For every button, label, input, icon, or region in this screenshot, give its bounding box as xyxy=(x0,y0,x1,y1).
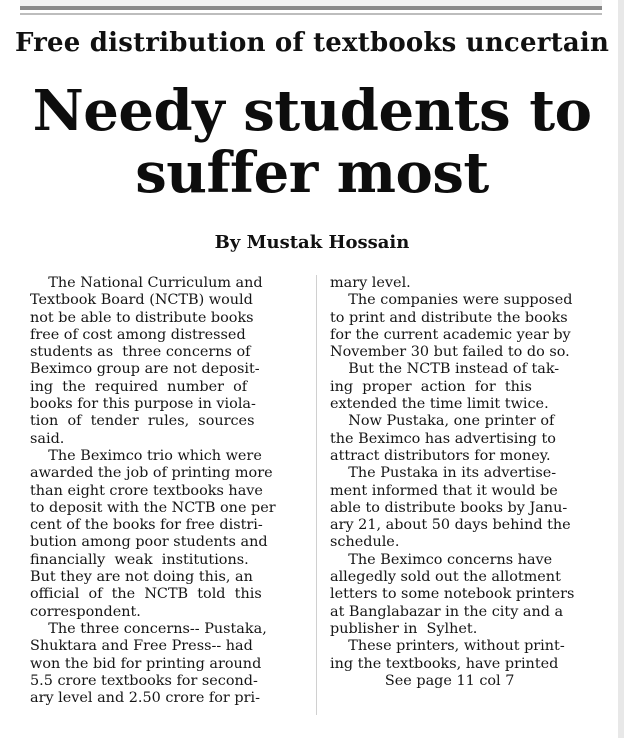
text-line: Now Pustaka, one printer of xyxy=(330,413,555,430)
article-column-left xyxy=(30,275,298,707)
text-line: The companies were supposed xyxy=(330,292,573,309)
text-line: publisher in Sylhet. xyxy=(330,620,478,637)
text-line: to deposit with the NCTB one per xyxy=(30,499,276,516)
text-line: But they are not doing this, an xyxy=(30,569,253,586)
text-line: awarded the job of printing more xyxy=(30,465,273,482)
text-line: books for this purpose in viola- xyxy=(30,396,256,413)
text-line: financially weak institutions. xyxy=(30,551,249,568)
text-line: ing the textbooks, have printed xyxy=(330,655,559,672)
text-line: The Beximco concerns have xyxy=(330,551,553,568)
text-line: extended the time limit twice. xyxy=(330,396,549,413)
text-line: The Beximco trio which were xyxy=(30,447,262,464)
headline-line-2: suffer most xyxy=(135,140,489,206)
text-line: able to distribute books by Janu- xyxy=(330,499,568,516)
text-line: But the NCTB instead of tak- xyxy=(330,361,560,378)
text-line: bution among poor students and xyxy=(30,534,268,551)
text-line: Shuktara and Free Press-- had xyxy=(30,638,253,655)
top-rule-thin xyxy=(20,13,602,15)
text-line: said. xyxy=(30,430,65,447)
text-line: mary level. xyxy=(330,275,411,291)
text-line: attract distributors for money. xyxy=(330,447,551,464)
text-line: schedule. xyxy=(330,534,400,551)
text-line: for the current academic year by xyxy=(330,326,571,343)
text-line: November 30 but failed to do so. xyxy=(330,344,570,361)
text-line: The three concerns-- Pustaka, xyxy=(30,620,267,637)
text-line: ing the required number of xyxy=(30,378,248,395)
text-line: official of the NCTB told this xyxy=(30,586,262,603)
text-line: ment informed that it would be xyxy=(330,482,558,499)
text-line: See page 11 col 7 xyxy=(330,672,515,689)
text-line: correspondent. xyxy=(30,603,141,620)
text-line: These printers, without print- xyxy=(330,638,565,655)
headline-line-1: Needy students to xyxy=(32,78,592,144)
column-divider xyxy=(316,275,317,715)
text-line: at Banglabazar in the city and a xyxy=(330,603,564,620)
text-line: not be able to distribute books xyxy=(30,309,254,326)
text-line: won the bid for printing around xyxy=(30,655,262,672)
text-line: free of cost among distressed xyxy=(30,326,246,343)
text-line: tion of tender rules, sources xyxy=(30,413,255,430)
text-line: students as three concerns of xyxy=(30,344,251,361)
page-edge xyxy=(618,0,624,738)
text-line: ary level and 2.50 crore for pri- xyxy=(30,690,260,707)
text-line: 5.5 crore textbooks for second- xyxy=(30,672,258,689)
text-line: The National Curriculum and xyxy=(30,275,263,291)
text-line: to print and distribute the books xyxy=(330,309,568,326)
text-line: letters to some notebook printers xyxy=(330,586,575,603)
article-column-right xyxy=(330,275,602,690)
text-line: ing proper action for this xyxy=(330,378,532,395)
text-line: Textbook Board (NCTB) would xyxy=(30,292,253,309)
text-line: cent of the books for free distri- xyxy=(30,517,263,534)
text-line: The Pustaka in its advertise- xyxy=(330,465,557,482)
text-line: than eight crore textbooks have xyxy=(30,482,263,499)
article-headline xyxy=(0,80,624,204)
article-kicker: Free distribution of textbooks uncertain xyxy=(14,28,610,58)
top-rule xyxy=(20,6,602,10)
text-line: allegedly sold out the allotment xyxy=(330,569,561,586)
article-byline: By Mustak Hossain xyxy=(214,232,410,253)
text-line: Beximco group are not deposit- xyxy=(30,361,260,378)
text-line: ary 21, about 50 days behind the xyxy=(330,517,571,534)
text-line: the Beximco has advertising to xyxy=(330,430,556,447)
